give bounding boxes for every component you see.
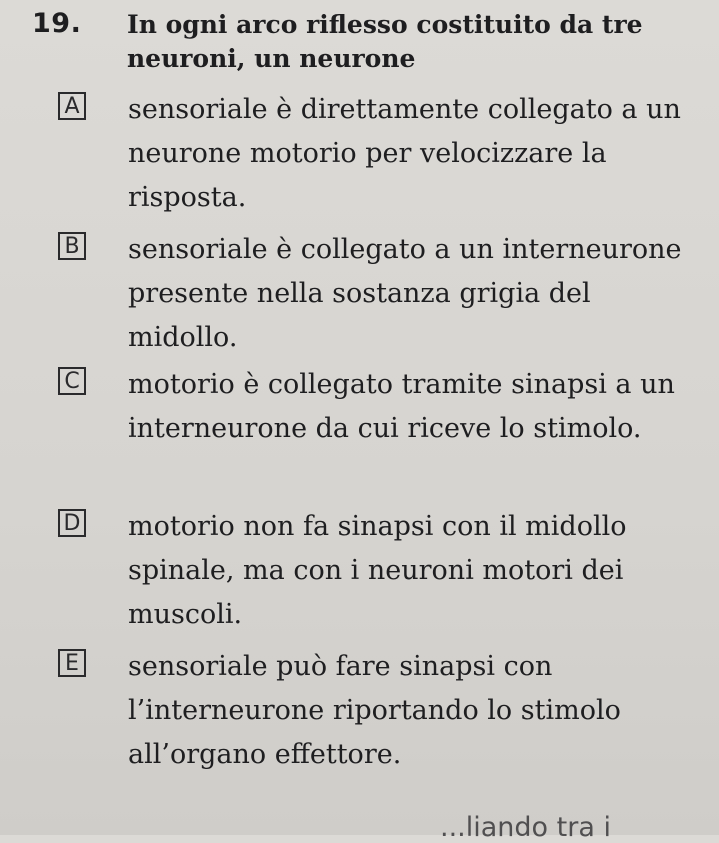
question-stem: In ogni arco riflesso costituito da tre neuroni, un neurone (127, 10, 643, 73)
option-text: sensoriale è collegato a un interneurone presente nella sostanza grigia del midollo. (128, 234, 682, 353)
option-a[interactable] (58, 88, 698, 228)
option-d[interactable] (58, 505, 698, 645)
option-c[interactable] (58, 363, 698, 503)
option-letter-box: C (58, 367, 86, 395)
option-e[interactable] (58, 645, 698, 785)
option-letter-box: B (58, 232, 86, 260)
question-number: 19. (32, 8, 82, 39)
option-letter-box: A (58, 92, 86, 120)
option-b[interactable] (58, 228, 698, 368)
option-text: motorio è collegato tramite sinapsi a un interneurone da cui riceve lo stimolo. (128, 369, 675, 444)
cut-off-text: ...liando tra i (440, 812, 611, 843)
option-text: sensoriale può fare sinapsi con l’interneurone riportando lo stimolo all’organo effettore. (128, 651, 621, 770)
option-letter-box: E (58, 649, 86, 677)
option-text: sensoriale è direttamente collegato a un neurone motorio per velocizzare la risposta. (128, 94, 681, 213)
option-letter-box: D (58, 509, 86, 537)
option-text: motorio non fa sinapsi con il midollo spinale, ma con i neuroni motori dei muscoli. (128, 511, 627, 630)
